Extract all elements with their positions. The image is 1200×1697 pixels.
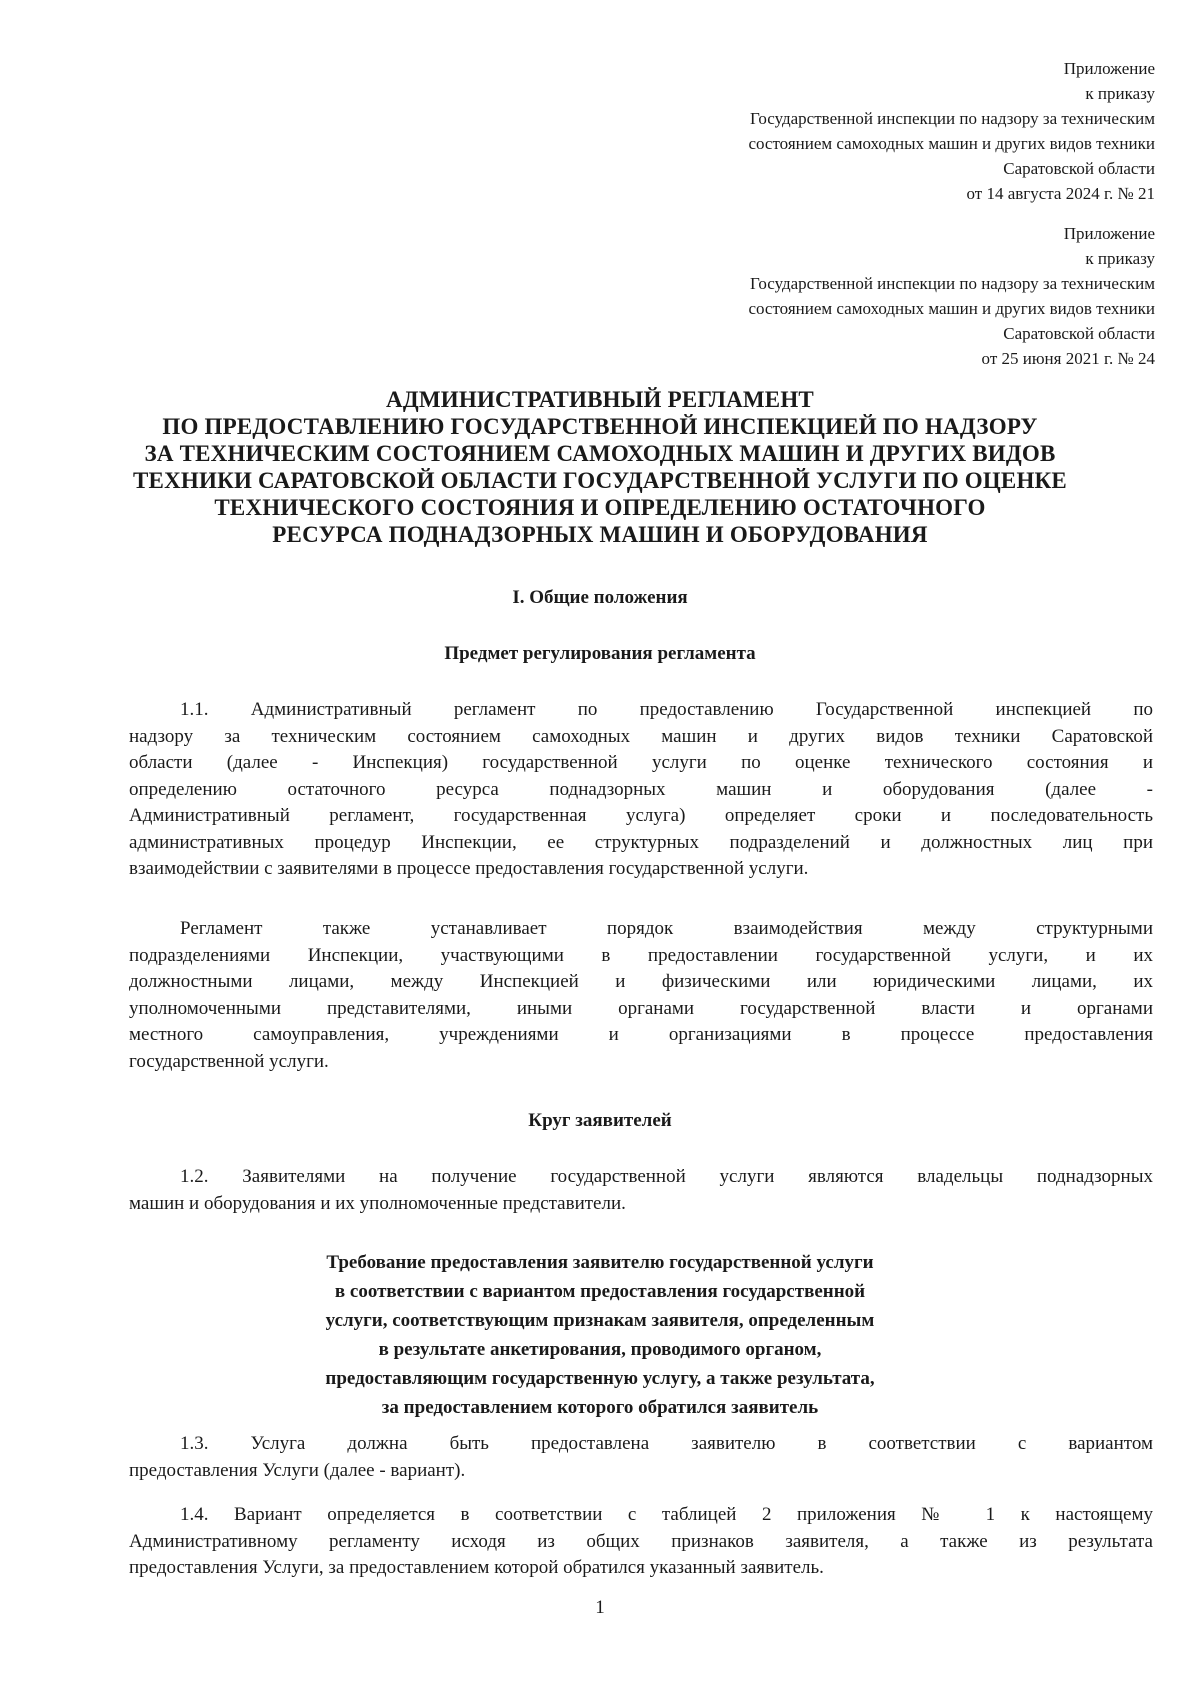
annex-line: Саратовской области: [1003, 159, 1155, 178]
annex-header-2024: [748, 56, 1155, 206]
annex-line: Саратовской области: [1003, 324, 1155, 343]
heading-line: услуги, соответствующим признакам заявителя, определенным: [325, 1310, 875, 1331]
annex-line: состоянием самоходных машин и других видов техники: [748, 299, 1155, 318]
paragraph-1-4: [129, 1502, 1153, 1582]
text-line: определению остаточного ресурса поднадзорных машин и оборудования (далее -: [129, 778, 1153, 800]
paragraph-1-1: [129, 697, 1153, 883]
annex-line: Приложение: [1063, 224, 1155, 243]
requirement-heading: [0, 1248, 1200, 1422]
heading-line: предоставляющим государственную услугу, а также результата,: [325, 1368, 875, 1389]
text-line: Административный регламент, государственная услуга) определяет сроки и последовательность: [129, 805, 1153, 826]
text-line: области (далее - Инспекция) государственной услуги по оценке технического состояния и: [129, 752, 1153, 773]
text-line: 1.1. Административный регламент по предоставлению Государственной инспекцией по: [180, 699, 1153, 720]
annex-line: состоянием самоходных машин и других видов техники: [748, 134, 1155, 153]
text-line: государственной услуги.: [129, 1050, 329, 1072]
heading-line: за предоставлением которого обратился заявитель: [381, 1397, 819, 1418]
text-line: взаимодействии с заявителями в процессе предоставления государственной услуги.: [129, 858, 809, 879]
text-line: 1.4. Вариант определяется в соответствии с таблицей 2 приложения № 1 к настоящему: [180, 1504, 1153, 1525]
heading-line: Требование предоставления заявителю государственной услуги: [326, 1252, 874, 1273]
heading-line: в соответствии с вариантом предоставления государственной: [334, 1281, 866, 1302]
title-line: РЕСУРСА ПОДНАДЗОРНЫХ МАШИН И ОБОРУДОВАНИЯ: [272, 522, 928, 547]
subject-heading: Предмет регулирования регламента: [444, 643, 756, 664]
annex-line: к приказу: [1085, 84, 1155, 103]
annex-line: от 25 июня 2021 г. № 24: [981, 349, 1155, 368]
page-number: 1: [595, 1597, 605, 1618]
title-line: ПО ПРЕДОСТАВЛЕНИЮ ГОСУДАРСТВЕННОЙ ИНСПЕКЦИЕЙ ПО НАДЗОРУ: [162, 414, 1038, 439]
heading-line: в результате анкетирования, проводимого органом,: [378, 1339, 822, 1360]
text-line: предоставления Услуги (далее - вариант).: [129, 1459, 466, 1481]
title-line: ЗА ТЕХНИЧЕСКИМ СОСТОЯНИЕМ САМОХОДНЫХ МАШИН И ДРУГИХ ВИДОВ: [144, 441, 1056, 466]
annex-header-2021: [748, 221, 1155, 371]
text-line: надзору за техническим состоянием самоходных машин и других видов техники Саратовской: [129, 725, 1153, 747]
text-line: 1.3. Услуга должна быть предоставлена заявителю в соответствии с вариантом: [180, 1433, 1153, 1454]
text-line: должностными лицами, между Инспекцией и физическими или юридическими лицами, их: [129, 971, 1153, 992]
annex-line: Приложение: [1063, 59, 1155, 78]
text-line: уполномоченными представителями, иными органами государственной власти и органами: [129, 997, 1153, 1019]
text-line: предоставления Услуги, за предоставлением которой обратился указанный заявитель.: [129, 1557, 824, 1578]
applicants-heading: Круг заявителей: [528, 1110, 672, 1131]
title-line: ТЕХНИКИ САРАТОВСКОЙ ОБЛАСТИ ГОСУДАРСТВЕННОЙ УСЛУГИ ПО ОЦЕНКЕ: [133, 468, 1067, 493]
section-heading: I. Общие положения: [512, 587, 688, 608]
text-line: 1.2. Заявителями на получение государственной услуги являются владельцы поднадзорных: [180, 1166, 1153, 1187]
text-line: Регламент также устанавливает порядок взаимодействия между структурными: [180, 918, 1153, 939]
text-line: местного самоуправления, учреждениями и организациями в процессе предоставления: [129, 1024, 1153, 1045]
document-title: [0, 386, 1200, 548]
paragraph-regulation: [129, 916, 1153, 1075]
annex-line: Государственной инспекции по надзору за техническим: [749, 109, 1155, 128]
paragraph-1-3: [129, 1431, 1153, 1484]
annex-line: от 14 августа 2024 г. № 21: [966, 184, 1155, 203]
text-line: административных процедур Инспекции, ее структурных подразделений и должностных лиц при: [129, 831, 1153, 853]
text-line: машин и оборудования и их уполномоченные представители.: [129, 1192, 626, 1214]
title-line: АДМИНИСТРАТИВНЫЙ РЕГЛАМЕНТ: [386, 387, 814, 412]
annex-line: Государственной инспекции по надзору за техническим: [749, 274, 1155, 293]
text-line: подразделениями Инспекции, участвующими в предоставлении государственной услуги, и их: [129, 944, 1153, 966]
text-line: Административному регламенту исходя из общих признаков заявителя, а также из результата: [129, 1530, 1153, 1552]
title-line: ТЕХНИЧЕСКОГО СОСТОЯНИЯ И ОПРЕДЕЛЕНИЮ ОСТАТОЧНОГО: [214, 495, 986, 520]
paragraph-1-2: [129, 1164, 1153, 1217]
annex-line: к приказу: [1085, 249, 1155, 268]
